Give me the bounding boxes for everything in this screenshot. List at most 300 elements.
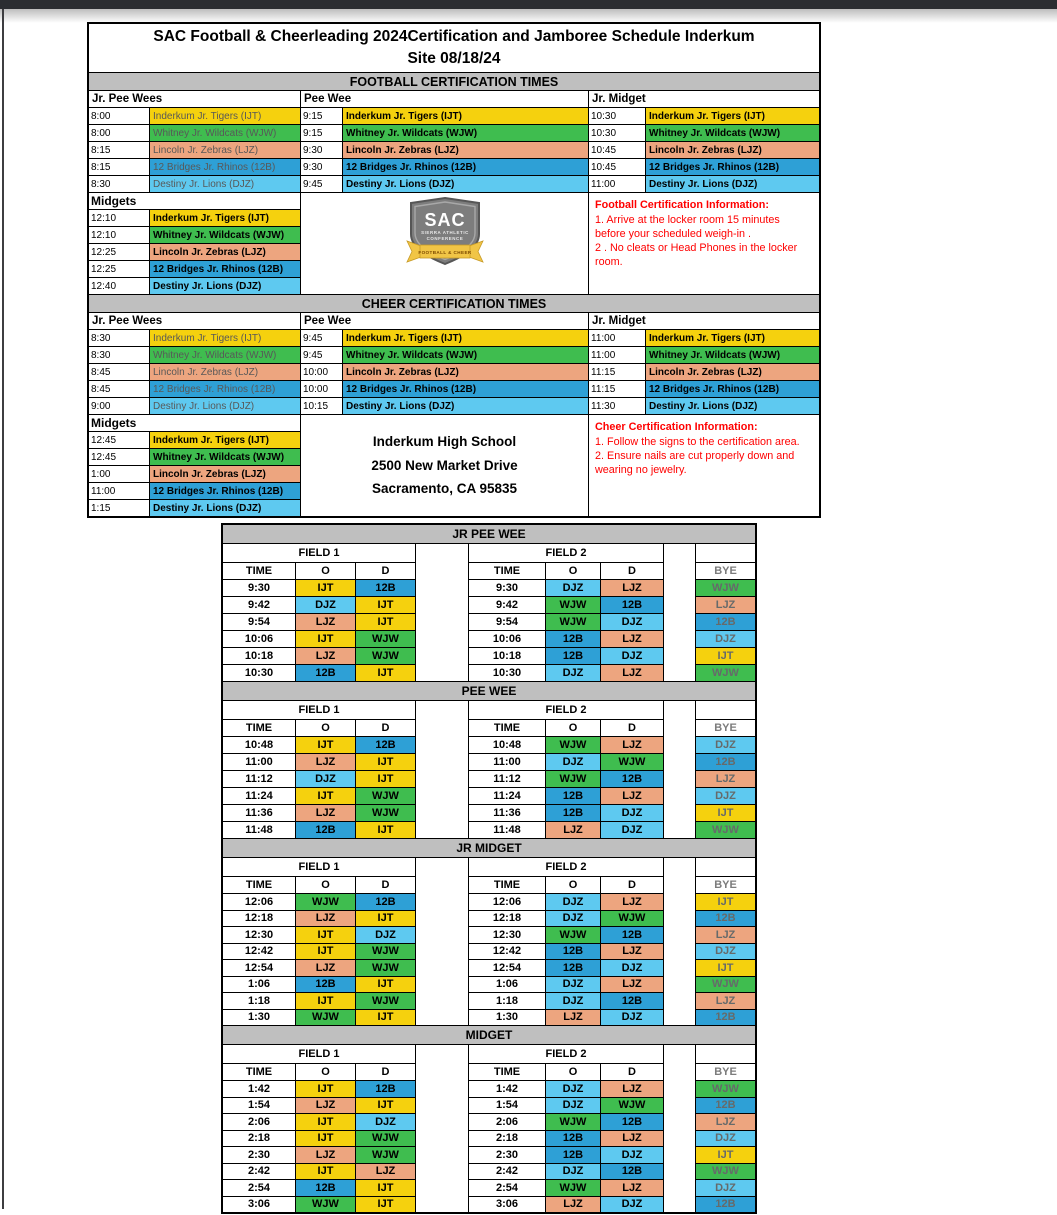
defense-team-cell: DJZ: [601, 1197, 663, 1213]
cert-time-cell: 10:30: [589, 125, 645, 141]
offense-team-cell: 12B: [546, 788, 600, 804]
schedule-section-title: JR MIDGET: [223, 839, 755, 857]
schedule-section-jr-pee-wee: [223, 525, 755, 681]
column-header-defense: D: [356, 877, 415, 893]
time-cell: 11:12: [469, 771, 545, 787]
defense-team-cell: WJW: [356, 788, 415, 804]
column-header-offense: O: [546, 1064, 600, 1080]
schedule-section-jr-midget: [223, 838, 755, 1025]
offense-team-cell: IJT: [296, 1164, 355, 1180]
defense-team-cell: IJT: [356, 911, 415, 927]
cert-time-cell: 8:45: [89, 381, 149, 397]
offense-team-cell: 12B: [546, 648, 600, 664]
cert-team-cell: Lincoln Jr. Zebras (LJZ): [343, 142, 588, 158]
time-cell: 12:18: [223, 911, 295, 927]
time-cell: 11:36: [469, 805, 545, 821]
time-cell: 2:18: [469, 1131, 545, 1147]
offense-team-cell: DJZ: [546, 754, 600, 770]
defense-team-cell: IJT: [356, 1010, 415, 1026]
field2-header: FIELD 2: [469, 701, 663, 719]
cert-time-cell: 8:30: [89, 347, 149, 363]
offense-team-cell: 12B: [296, 822, 355, 838]
cert-team-cell: Lincoln Jr. Zebras (LJZ): [150, 364, 300, 380]
spacer-cell: [416, 701, 468, 838]
schedule-section-pee-wee: [223, 681, 755, 838]
defense-team-cell: LJZ: [601, 1131, 663, 1147]
group-header-jr-midget: Jr. Midget: [589, 313, 819, 329]
offense-team-cell: DJZ: [546, 977, 600, 993]
time-cell: 1:18: [469, 993, 545, 1009]
time-cell: 10:18: [469, 648, 545, 664]
time-cell: 1:06: [223, 977, 295, 993]
spacer-cell: [664, 701, 695, 838]
time-cell: 12:54: [469, 960, 545, 976]
schedule-section-midget: [223, 1025, 755, 1212]
cert-time-cell: 1:15: [89, 500, 149, 516]
time-cell: 11:12: [223, 771, 295, 787]
bye-team-cell: WJW: [696, 580, 755, 596]
cert-time-cell: 11:30: [589, 398, 645, 414]
bye-team-cell: IJT: [696, 805, 755, 821]
cert-team-cell: Lincoln Jr. Zebras (LJZ): [150, 466, 300, 482]
field2-header: FIELD 2: [469, 858, 663, 876]
offense-team-cell: IJT: [296, 944, 355, 960]
column-header-offense: O: [296, 1064, 355, 1080]
info-line: 1. Follow the signs to the certification area.: [595, 436, 800, 449]
cert-team-cell: Inderkum Jr. Tigers (IJT): [343, 108, 588, 124]
offense-team-cell: IJT: [296, 1114, 355, 1130]
time-cell: 10:18: [223, 648, 295, 664]
defense-team-cell: WJW: [601, 1098, 663, 1114]
bye-team-cell: IJT: [696, 648, 755, 664]
column-header-time: TIME: [469, 1064, 545, 1080]
cert-time-cell: 11:00: [589, 347, 645, 363]
time-cell: 1:54: [223, 1098, 295, 1114]
time-cell: 11:00: [469, 754, 545, 770]
column-header-time: TIME: [223, 720, 295, 736]
group-header-pee-wee: Pee Wee: [301, 313, 588, 329]
defense-team-cell: 12B: [356, 737, 415, 753]
column-header-offense: O: [296, 720, 355, 736]
cert-time-cell: 12:45: [89, 449, 149, 465]
time-cell: 9:54: [223, 614, 295, 630]
defense-team-cell: IJT: [356, 977, 415, 993]
bye-team-cell: 12B: [696, 754, 755, 770]
bye-team-cell: LJZ: [696, 597, 755, 613]
cert-team-cell: Whitney Jr. Wildcats (WJW): [150, 347, 300, 363]
info-line: 2 . No cleats or Head Phones in the locker room.: [595, 242, 798, 269]
defense-team-cell: LJZ: [601, 1081, 663, 1097]
cert-time-cell: 11:00: [589, 330, 645, 346]
cert-time-cell: 12:10: [89, 227, 149, 243]
time-cell: 1:42: [223, 1081, 295, 1097]
defense-team-cell: WJW: [601, 754, 663, 770]
midgets-header: Midgets: [89, 193, 300, 209]
cert-team-cell: Destiny Jr. Lions (DJZ): [646, 398, 819, 414]
offense-team-cell: WJW: [546, 1114, 600, 1130]
cert-team-cell: Inderkum Jr. Tigers (IJT): [150, 108, 300, 124]
bye-team-cell: IJT: [696, 1147, 755, 1163]
time-cell: 1:30: [223, 1010, 295, 1026]
defense-team-cell: DJZ: [601, 614, 663, 630]
defense-team-cell: WJW: [356, 648, 415, 664]
document-title-line1: SAC Football & Cheerleading 2024Certification and Jamboree Schedule Inderkum: [153, 27, 755, 45]
svg-text:SAC: SAC: [423, 210, 466, 230]
time-cell: 10:30: [469, 665, 545, 681]
group-header-jr-pee-wees: Jr. Pee Wees: [89, 313, 300, 329]
column-header-defense: D: [356, 563, 415, 579]
column-header-offense: O: [296, 877, 355, 893]
field1-header: FIELD 1: [223, 544, 415, 562]
cert-time-cell: 12:25: [89, 261, 149, 277]
time-cell: 3:06: [469, 1197, 545, 1213]
time-cell: 12:30: [223, 927, 295, 943]
defense-team-cell: 12B: [601, 927, 663, 943]
bye-team-cell: 12B: [696, 1098, 755, 1114]
cert-time-cell: 9:15: [301, 125, 342, 141]
defense-team-cell: DJZ: [601, 1147, 663, 1163]
column-header-time: TIME: [223, 877, 295, 893]
bye-team-cell: LJZ: [696, 1114, 755, 1130]
column-header-offense: O: [546, 563, 600, 579]
bye-team-cell: DJZ: [696, 1180, 755, 1196]
column-header-time: TIME: [469, 720, 545, 736]
defense-team-cell: IJT: [356, 1197, 415, 1213]
offense-team-cell: WJW: [296, 894, 355, 910]
certification-table: [87, 22, 821, 518]
column-header-time: TIME: [223, 1064, 295, 1080]
column-header-defense: D: [601, 563, 663, 579]
bye-header: BYE: [696, 1064, 755, 1080]
offense-team-cell: DJZ: [546, 1081, 600, 1097]
offense-team-cell: IJT: [296, 1081, 355, 1097]
time-cell: 9:30: [469, 580, 545, 596]
svg-text:SIERRA ATHLETIC: SIERRA ATHLETIC: [420, 230, 469, 235]
bye-team-cell: DJZ: [696, 944, 755, 960]
bye-team-cell: DJZ: [696, 788, 755, 804]
offense-team-cell: WJW: [546, 614, 600, 630]
cert-team-cell: Whitney Jr. Wildcats (WJW): [646, 347, 819, 363]
time-cell: 10:48: [223, 737, 295, 753]
bye-team-cell: WJW: [696, 822, 755, 838]
offense-team-cell: IJT: [296, 631, 355, 647]
defense-team-cell: LJZ: [601, 977, 663, 993]
document-title: [89, 24, 819, 72]
bye-team-cell: 12B: [696, 1010, 755, 1026]
time-cell: 9:54: [469, 614, 545, 630]
venue-address: [371, 430, 517, 501]
time-cell: 12:54: [223, 960, 295, 976]
time-cell: 2:30: [469, 1147, 545, 1163]
cert-time-cell: 10:00: [301, 381, 342, 397]
cert-time-cell: 11:15: [589, 381, 645, 397]
cert-time-cell: 9:45: [301, 347, 342, 363]
venue-address-line: Inderkum High School: [372, 434, 517, 450]
column-header-defense: D: [356, 720, 415, 736]
field2-header: FIELD 2: [469, 544, 663, 562]
column-header-time: TIME: [223, 563, 295, 579]
time-cell: 1:54: [469, 1098, 545, 1114]
field1-header: FIELD 1: [223, 858, 415, 876]
document-title-line2: Site 08/18/24: [407, 50, 501, 67]
sac-shield-logo-icon: [403, 196, 487, 270]
defense-team-cell: WJW: [601, 911, 663, 927]
page-left-border: [2, 9, 4, 1209]
schedule-section-title: MIDGET: [223, 1026, 755, 1044]
info-line: 2. Ensure nails are cut properly down and wearing no jewelry.: [595, 450, 795, 477]
cert-time-cell: 10:45: [589, 159, 645, 175]
spacer-cell: [416, 858, 468, 1025]
defense-team-cell: IJT: [356, 665, 415, 681]
cert-team-cell: Whitney Jr. Wildcats (WJW): [343, 347, 588, 363]
bye-header: BYE: [696, 720, 755, 736]
offense-team-cell: LJZ: [296, 614, 355, 630]
group-header-pee-wee: Pee Wee: [301, 91, 588, 107]
bye-team-cell: LJZ: [696, 927, 755, 943]
defense-team-cell: 12B: [356, 580, 415, 596]
time-cell: 12:30: [469, 927, 545, 943]
defense-team-cell: LJZ: [601, 580, 663, 596]
venue-address-line: 2500 New Market Drive: [371, 457, 518, 473]
spacer-cell: [416, 544, 468, 681]
cert-time-cell: 8:00: [89, 125, 149, 141]
bye-team-cell: 12B: [696, 614, 755, 630]
defense-team-cell: LJZ: [601, 737, 663, 753]
cert-time-cell: 12:45: [89, 432, 149, 448]
offense-team-cell: DJZ: [546, 1098, 600, 1114]
defense-team-cell: WJW: [356, 805, 415, 821]
defense-team-cell: LJZ: [601, 894, 663, 910]
bye-team-cell: WJW: [696, 977, 755, 993]
offense-team-cell: 12B: [546, 631, 600, 647]
offense-team-cell: LJZ: [296, 754, 355, 770]
cert-time-cell: 8:30: [89, 330, 149, 346]
bye-header: BYE: [696, 877, 755, 893]
info-heading: Football Certification Information:: [595, 199, 769, 211]
offense-team-cell: 12B: [546, 1131, 600, 1147]
cert-team-cell: Inderkum Jr. Tigers (IJT): [646, 330, 819, 346]
spacer-cell: [416, 1045, 468, 1212]
bye-team-cell: WJW: [696, 1081, 755, 1097]
page-top-bar: [0, 0, 1057, 9]
cert-team-cell: Destiny Jr. Lions (DJZ): [646, 176, 819, 192]
svg-text:CONFERENCE: CONFERENCE: [426, 236, 463, 241]
offense-team-cell: DJZ: [546, 580, 600, 596]
column-header-offense: O: [296, 563, 355, 579]
defense-team-cell: 12B: [601, 597, 663, 613]
cert-team-cell: Whitney Jr. Wildcats (WJW): [343, 125, 588, 141]
offense-team-cell: WJW: [546, 737, 600, 753]
cert-time-cell: 9:30: [301, 159, 342, 175]
offense-team-cell: 12B: [296, 665, 355, 681]
time-cell: 2:54: [469, 1180, 545, 1196]
offense-team-cell: DJZ: [546, 665, 600, 681]
time-cell: 2:30: [223, 1147, 295, 1163]
offense-team-cell: DJZ: [546, 1164, 600, 1180]
offense-team-cell: WJW: [296, 1197, 355, 1213]
cert-team-cell: Destiny Jr. Lions (DJZ): [150, 398, 300, 414]
time-cell: 10:48: [469, 737, 545, 753]
cert-team-cell: Whitney Jr. Wildcats (WJW): [150, 227, 300, 243]
time-cell: 9:42: [469, 597, 545, 613]
time-cell: 1:18: [223, 993, 295, 1009]
offense-team-cell: IJT: [296, 580, 355, 596]
offense-team-cell: 12B: [296, 1180, 355, 1196]
column-header-time: TIME: [469, 877, 545, 893]
cert-team-cell: Lincoln Jr. Zebras (LJZ): [150, 142, 300, 158]
defense-team-cell: LJZ: [601, 1180, 663, 1196]
cert-time-cell: 11:15: [589, 364, 645, 380]
group-header-jr-midget: Jr. Midget: [589, 91, 819, 107]
defense-team-cell: DJZ: [601, 960, 663, 976]
offense-team-cell: IJT: [296, 927, 355, 943]
column-header-offense: O: [546, 720, 600, 736]
section-bar: FOOTBALL CERTIFICATION TIMES: [89, 73, 819, 90]
defense-team-cell: LJZ: [601, 665, 663, 681]
time-cell: 9:30: [223, 580, 295, 596]
time-cell: 10:06: [469, 631, 545, 647]
sac-logo-cell: [301, 193, 588, 294]
cert-time-cell: 9:30: [301, 142, 342, 158]
defense-team-cell: DJZ: [601, 805, 663, 821]
defense-team-cell: WJW: [356, 1131, 415, 1147]
cert-team-cell: Whitney Jr. Wildcats (WJW): [150, 449, 300, 465]
cert-time-cell: 10:30: [589, 108, 645, 124]
bye-team-cell: DJZ: [696, 1131, 755, 1147]
cert-team-cell: Inderkum Jr. Tigers (IJT): [646, 108, 819, 124]
defense-team-cell: WJW: [356, 1147, 415, 1163]
cert-team-cell: Destiny Jr. Lions (DJZ): [150, 176, 300, 192]
schedule-section-title: PEE WEE: [223, 682, 755, 700]
offense-team-cell: LJZ: [546, 1010, 600, 1026]
cert-team-cell: Whitney Jr. Wildcats (WJW): [646, 125, 819, 141]
cert-team-cell: Inderkum Jr. Tigers (IJT): [150, 210, 300, 226]
time-cell: 2:54: [223, 1180, 295, 1196]
defense-team-cell: 12B: [356, 1081, 415, 1097]
cert-time-cell: 10:45: [589, 142, 645, 158]
cert-time-cell: 8:15: [89, 159, 149, 175]
defense-team-cell: DJZ: [601, 1010, 663, 1026]
bye-team-cell: DJZ: [696, 737, 755, 753]
time-cell: 12:42: [223, 944, 295, 960]
cert-team-cell: Lincoln Jr. Zebras (LJZ): [343, 364, 588, 380]
offense-team-cell: DJZ: [296, 597, 355, 613]
defense-team-cell: IJT: [356, 597, 415, 613]
cert-team-cell: Destiny Jr. Lions (DJZ): [343, 176, 588, 192]
cert-time-cell: 11:00: [589, 176, 645, 192]
offense-team-cell: IJT: [296, 737, 355, 753]
field1-header: FIELD 1: [223, 701, 415, 719]
cheer-info: [589, 415, 819, 516]
defense-team-cell: 12B: [601, 993, 663, 1009]
cert-team-cell: 12 Bridges Jr. Rhinos (12B): [343, 381, 588, 397]
defense-team-cell: 12B: [356, 894, 415, 910]
cert-team-cell: Destiny Jr. Lions (DJZ): [343, 398, 588, 414]
bye-team-cell: WJW: [696, 1164, 755, 1180]
offense-team-cell: WJW: [546, 1180, 600, 1196]
offense-team-cell: IJT: [296, 993, 355, 1009]
bye-team-cell: IJT: [696, 894, 755, 910]
offense-team-cell: LJZ: [546, 822, 600, 838]
bye-top-cell: [696, 1045, 755, 1063]
time-cell: 2:06: [469, 1114, 545, 1130]
cert-team-cell: Whitney Jr. Wildcats (WJW): [150, 125, 300, 141]
time-cell: 2:42: [223, 1164, 295, 1180]
defense-team-cell: 12B: [601, 1114, 663, 1130]
defense-team-cell: DJZ: [356, 927, 415, 943]
offense-team-cell: IJT: [296, 1131, 355, 1147]
time-cell: 9:42: [223, 597, 295, 613]
field1-header: FIELD 1: [223, 1045, 415, 1063]
defense-team-cell: IJT: [356, 822, 415, 838]
defense-team-cell: DJZ: [356, 1114, 415, 1130]
cert-time-cell: 8:30: [89, 176, 149, 192]
cert-team-cell: Destiny Jr. Lions (DJZ): [150, 278, 300, 294]
defense-team-cell: WJW: [356, 993, 415, 1009]
svg-text:FOOTBALL & CHEER: FOOTBALL & CHEER: [417, 249, 472, 255]
offense-team-cell: WJW: [546, 771, 600, 787]
time-cell: 2:06: [223, 1114, 295, 1130]
time-cell: 11:00: [223, 754, 295, 770]
offense-team-cell: 12B: [546, 1147, 600, 1163]
cert-time-cell: 9:00: [89, 398, 149, 414]
offense-team-cell: 12B: [546, 960, 600, 976]
defense-team-cell: IJT: [356, 754, 415, 770]
cert-time-cell: 10:15: [301, 398, 342, 414]
time-cell: 12:18: [469, 911, 545, 927]
bye-team-cell: 12B: [696, 911, 755, 927]
defense-team-cell: IJT: [356, 614, 415, 630]
spacer-cell: [664, 544, 695, 681]
venue-address-line: Sacramento, CA 95835: [371, 481, 518, 497]
offense-team-cell: 12B: [546, 944, 600, 960]
info-heading: Cheer Certification Information:: [595, 421, 758, 433]
offense-team-cell: WJW: [296, 1010, 355, 1026]
offense-team-cell: LJZ: [296, 648, 355, 664]
cert-team-cell: Inderkum Jr. Tigers (IJT): [343, 330, 588, 346]
cert-time-cell: 12:40: [89, 278, 149, 294]
info-line: 1. Arrive at the locker room 15 minutes before your scheduled weigh-in .: [595, 214, 780, 241]
time-cell: 1:30: [469, 1010, 545, 1026]
offense-team-cell: 12B: [546, 805, 600, 821]
defense-team-cell: DJZ: [601, 822, 663, 838]
time-cell: 12:06: [223, 894, 295, 910]
cert-team-cell: Lincoln Jr. Zebras (LJZ): [150, 244, 300, 260]
bye-team-cell: 12B: [696, 1197, 755, 1213]
cert-team-cell: Inderkum Jr. Tigers (IJT): [150, 432, 300, 448]
offense-team-cell: WJW: [546, 597, 600, 613]
time-cell: 10:06: [223, 631, 295, 647]
time-cell: 11:24: [469, 788, 545, 804]
cert-team-cell: 12 Bridges Jr. Rhinos (12B): [150, 261, 300, 277]
cert-team-cell: Inderkum Jr. Tigers (IJT): [150, 330, 300, 346]
bye-team-cell: DJZ: [696, 631, 755, 647]
bye-top-cell: [696, 858, 755, 876]
column-header-defense: D: [356, 1064, 415, 1080]
cert-team-cell: Lincoln Jr. Zebras (LJZ): [646, 364, 819, 380]
offense-team-cell: LJZ: [546, 1197, 600, 1213]
time-cell: 11:48: [469, 822, 545, 838]
time-cell: 10:30: [223, 665, 295, 681]
time-cell: 11:48: [223, 822, 295, 838]
defense-team-cell: WJW: [356, 631, 415, 647]
bye-team-cell: LJZ: [696, 771, 755, 787]
cert-time-cell: 8:45: [89, 364, 149, 380]
section-bar: CHEER CERTIFICATION TIMES: [89, 295, 819, 312]
field2-header: FIELD 2: [469, 1045, 663, 1063]
schedule-section-title: JR PEE WEE: [223, 525, 755, 543]
cert-time-cell: 9:45: [301, 330, 342, 346]
